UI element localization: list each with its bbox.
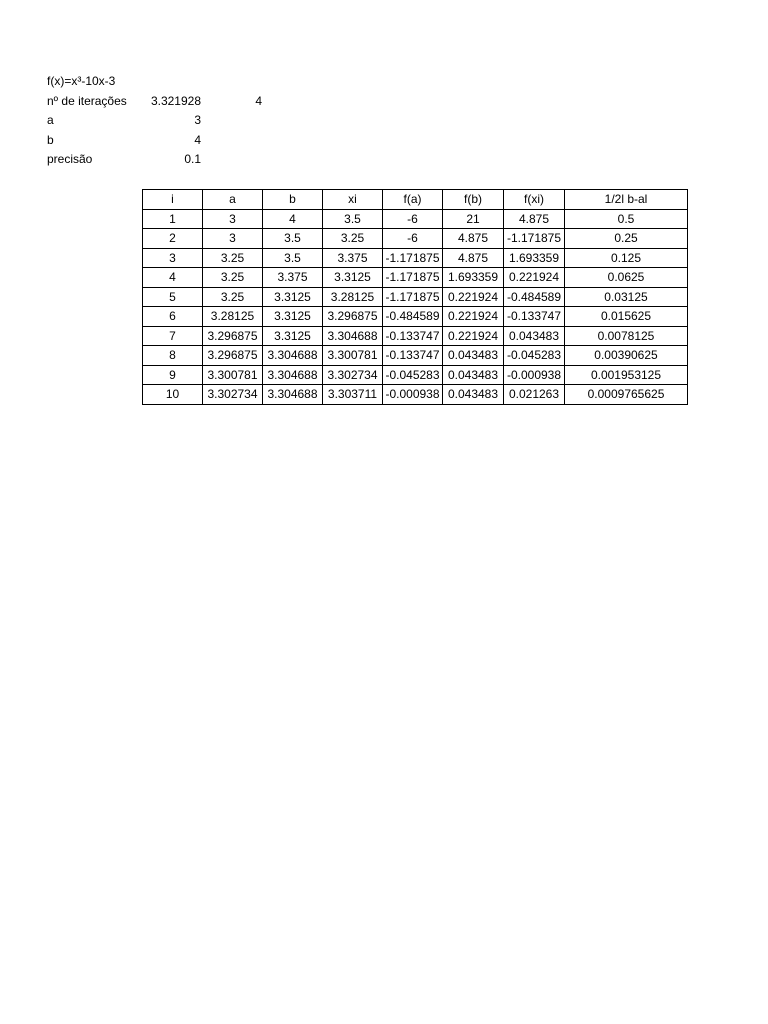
cell-b: 3.5 <box>263 248 323 268</box>
cell-b: 3.375 <box>263 268 323 288</box>
cell-i: 2 <box>143 229 203 249</box>
table-row <box>143 229 688 249</box>
cell-fa: -0.133747 <box>383 326 443 346</box>
cell-xi: 3.296875 <box>323 307 383 327</box>
header-b: b <box>263 190 323 210</box>
cell-i: 1 <box>143 209 203 229</box>
cell-i: 7 <box>143 326 203 346</box>
b-label: b <box>47 133 54 147</box>
cell-fb: 0.043483 <box>443 385 504 405</box>
bisection-table <box>142 189 688 405</box>
header-half-interval: 1/2l b-al <box>565 190 688 210</box>
precision-value: 0.1 <box>184 152 201 166</box>
cell-i: 9 <box>143 365 203 385</box>
precision-label: precisão <box>47 152 93 166</box>
cell-i: 4 <box>143 268 203 288</box>
cell-a: 3.25 <box>203 287 263 307</box>
cell-fxi: -1.171875 <box>504 229 565 249</box>
b-value: 4 <box>194 133 201 147</box>
cell-half-interval: 0.03125 <box>565 287 688 307</box>
cell-half-interval: 0.125 <box>565 248 688 268</box>
cell-xi: 3.5 <box>323 209 383 229</box>
cell-a: 3.302734 <box>203 385 263 405</box>
table-row <box>143 307 688 327</box>
cell-fb: 0.221924 <box>443 307 504 327</box>
b-row <box>0 131 768 150</box>
table-row <box>143 326 688 346</box>
cell-fa: -1.171875 <box>383 248 443 268</box>
cell-fb: 4.875 <box>443 229 504 249</box>
cell-fa: -0.133747 <box>383 346 443 366</box>
cell-a: 3 <box>203 209 263 229</box>
cell-half-interval: 0.0009765625 <box>565 385 688 405</box>
cell-half-interval: 0.00390625 <box>565 346 688 366</box>
cell-fb: 0.221924 <box>443 326 504 346</box>
a-label: a <box>47 113 54 127</box>
iterations-row <box>0 92 768 111</box>
cell-fxi: -0.133747 <box>504 307 565 327</box>
cell-xi: 3.25 <box>323 229 383 249</box>
table-header-row <box>143 190 688 210</box>
cell-xi: 3.3125 <box>323 268 383 288</box>
cell-i: 8 <box>143 346 203 366</box>
header-fxi: f(xi) <box>504 190 565 210</box>
cell-xi: 3.303711 <box>323 385 383 405</box>
cell-a: 3.296875 <box>203 346 263 366</box>
cell-fxi: -0.000938 <box>504 365 565 385</box>
cell-fa: -0.045283 <box>383 365 443 385</box>
cell-xi: 3.302734 <box>323 365 383 385</box>
cell-fb: 4.875 <box>443 248 504 268</box>
table-row <box>143 209 688 229</box>
cell-xi: 3.28125 <box>323 287 383 307</box>
table-row <box>143 365 688 385</box>
cell-i: 5 <box>143 287 203 307</box>
header-fa: f(a) <box>383 190 443 210</box>
cell-b: 4 <box>263 209 323 229</box>
cell-fxi: 1.693359 <box>504 248 565 268</box>
table-row <box>143 346 688 366</box>
cell-xi: 3.300781 <box>323 346 383 366</box>
cell-fb: 0.221924 <box>443 287 504 307</box>
cell-fa: -6 <box>383 209 443 229</box>
cell-b: 3.304688 <box>263 346 323 366</box>
cell-fxi: 4.875 <box>504 209 565 229</box>
function-label <box>47 72 115 91</box>
table-row <box>143 287 688 307</box>
cell-half-interval: 0.001953125 <box>565 365 688 385</box>
cell-a: 3 <box>203 229 263 249</box>
cell-b: 3.5 <box>263 229 323 249</box>
cell-fa: -6 <box>383 229 443 249</box>
cell-half-interval: 0.25 <box>565 229 688 249</box>
iterations-label: nº de iterações <box>47 94 127 108</box>
cell-fa: -1.171875 <box>383 268 443 288</box>
cell-fxi: 0.221924 <box>504 268 565 288</box>
cell-half-interval: 0.015625 <box>565 307 688 327</box>
table-body <box>143 209 688 404</box>
cell-a: 3.25 <box>203 268 263 288</box>
cell-a: 3.296875 <box>203 326 263 346</box>
cell-fb: 21 <box>443 209 504 229</box>
a-value: 3 <box>194 113 201 127</box>
header-fb: f(b) <box>443 190 504 210</box>
table-row <box>143 248 688 268</box>
cell-half-interval: 0.0078125 <box>565 326 688 346</box>
cell-fa: -0.000938 <box>383 385 443 405</box>
table-row <box>143 385 688 405</box>
header-xi: xi <box>323 190 383 210</box>
iterations-rounded: 4 <box>255 94 262 108</box>
cell-fb: 1.693359 <box>443 268 504 288</box>
cell-b: 3.3125 <box>263 326 323 346</box>
cell-fb: 0.043483 <box>443 346 504 366</box>
header-a: a <box>203 190 263 210</box>
cell-a: 3.25 <box>203 248 263 268</box>
cell-fa: -1.171875 <box>383 287 443 307</box>
cell-i: 3 <box>143 248 203 268</box>
a-row <box>0 111 768 130</box>
cell-a: 3.28125 <box>203 307 263 327</box>
cell-fb: 0.043483 <box>443 365 504 385</box>
cell-xi: 3.304688 <box>323 326 383 346</box>
cell-xi: 3.375 <box>323 248 383 268</box>
cell-a: 3.300781 <box>203 365 263 385</box>
precision-row <box>0 150 768 169</box>
cell-fa: -0.484589 <box>383 307 443 327</box>
cell-fxi: 0.021263 <box>504 385 565 405</box>
cell-half-interval: 0.5 <box>565 209 688 229</box>
cell-b: 3.304688 <box>263 385 323 405</box>
cell-fxi: -0.045283 <box>504 346 565 366</box>
table-row <box>143 268 688 288</box>
cell-b: 3.304688 <box>263 365 323 385</box>
cell-b: 3.3125 <box>263 287 323 307</box>
cell-i: 6 <box>143 307 203 327</box>
cell-fxi: -0.484589 <box>504 287 565 307</box>
function-text: f(x)=x³-10x-3 <box>47 74 116 88</box>
cell-i: 10 <box>143 385 203 405</box>
iterations-value: 3.321928 <box>150 94 201 108</box>
header-i: i <box>143 190 203 210</box>
cell-b: 3.3125 <box>263 307 323 327</box>
cell-fxi: 0.043483 <box>504 326 565 346</box>
cell-half-interval: 0.0625 <box>565 268 688 288</box>
